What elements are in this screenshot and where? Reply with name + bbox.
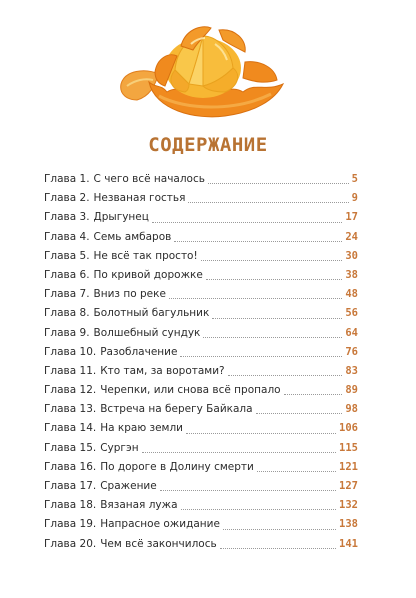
- toc-chapter-title: По дороге в Долину смерти: [100, 460, 254, 473]
- table-of-contents: [44, 170, 358, 554]
- toc-dot-leader: [203, 336, 342, 338]
- toc-entry: [44, 189, 358, 208]
- toc-entry: [44, 285, 358, 304]
- toc-page-number: 48: [345, 288, 358, 301]
- toc-chapter-number: Глава 5.: [44, 249, 90, 262]
- toc-entry: [44, 362, 358, 381]
- toc-chapter-title: Болотный багульник: [93, 307, 210, 320]
- toc-chapter-title: По кривой дорожке: [93, 268, 203, 281]
- toc-entry: [44, 496, 358, 515]
- toc-dot-leader: [174, 240, 342, 242]
- toc-entry: [44, 381, 358, 400]
- toc-page-number: 89: [345, 384, 358, 397]
- toc-page-number: 138: [339, 518, 358, 531]
- toc-entry: [44, 477, 358, 496]
- page-title: СОДЕРЖАНИЕ: [148, 134, 268, 156]
- toc-chapter-number: Глава 11.: [44, 364, 97, 377]
- toc-dot-leader: [220, 547, 336, 549]
- toc-chapter-title: С чего всё началось: [93, 173, 205, 185]
- toc-dot-leader: [206, 278, 343, 280]
- toc-chapter-number: Глава 18.: [44, 499, 97, 512]
- toc-entry: [44, 535, 358, 554]
- toc-page-number: 98: [345, 403, 358, 416]
- toc-chapter-title: Напрасное ожидание: [100, 518, 220, 531]
- toc-dot-leader: [201, 259, 343, 261]
- toc-chapter-number: Глава 13.: [44, 403, 97, 416]
- toc-chapter-title: Кто там, за воротами?: [100, 364, 225, 377]
- toc-dot-leader: [142, 451, 336, 453]
- toc-entry: [44, 439, 358, 458]
- toc-dot-leader: [212, 317, 342, 319]
- toc-dot-leader: [228, 374, 343, 376]
- toc-dot-leader: [208, 182, 349, 184]
- toc-chapter-title: Разоблачение: [100, 345, 178, 358]
- toc-chapter-number: Глава 20.: [44, 537, 97, 550]
- toc-page-number: 56: [345, 307, 358, 320]
- toc-chapter-number: Глава 14.: [44, 422, 97, 435]
- toc-chapter-number: Глава 16.: [44, 460, 97, 473]
- toc-dot-leader: [169, 297, 342, 299]
- toc-page-number: 64: [345, 326, 358, 339]
- toc-chapter-number: Глава 3.: [44, 211, 90, 224]
- toc-page-number: 38: [345, 268, 358, 281]
- toc-chapter-number: Глава 19.: [44, 518, 97, 531]
- toc-chapter-title: Не всё так просто!: [93, 249, 198, 262]
- toc-entry: [44, 170, 358, 189]
- toc-page-number: 141: [339, 537, 358, 550]
- toc-entry: [44, 400, 358, 419]
- toc-page-number: 30: [345, 249, 358, 262]
- toc-page-number: 5: [351, 173, 358, 185]
- toc-page-number: 121: [339, 460, 358, 473]
- toc-chapter-number: Глава 9.: [44, 326, 90, 339]
- toc-dot-leader: [152, 221, 342, 223]
- toc-entry: [44, 343, 358, 362]
- toc-page-number: 76: [345, 345, 358, 358]
- toc-page-number: 115: [339, 441, 358, 454]
- toc-dot-leader: [257, 470, 336, 472]
- toc-dot-leader: [160, 489, 336, 491]
- toc-page-number: 17: [345, 211, 358, 224]
- toc-chapter-title: Семь амбаров: [93, 230, 172, 243]
- toc-chapter-title: Незваная гостья: [93, 192, 186, 205]
- toc-page-number: 9: [351, 192, 358, 205]
- toc-chapter-number: Глава 10.: [44, 345, 97, 358]
- toc-chapter-title: Чем всё закончилось: [100, 537, 217, 550]
- toc-entry: [44, 247, 358, 266]
- toc-chapter-number: Глава 4.: [44, 230, 90, 243]
- toc-dot-leader: [186, 432, 336, 434]
- toc-entry: [44, 266, 358, 285]
- toc-chapter-number: Глава 8.: [44, 307, 90, 320]
- toc-chapter-title: Волшебный сундук: [93, 326, 201, 339]
- toc-entry: [44, 304, 358, 323]
- toc-chapter-title: Сургэн: [100, 441, 139, 454]
- toc-chapter-title: Вниз по реке: [93, 288, 166, 301]
- toc-entry: [44, 208, 358, 227]
- toc-chapter-title: Встреча на берегу Байкала: [100, 403, 253, 416]
- toc-chapter-title: Дрыгунец: [93, 211, 149, 224]
- peeled-tangerine-icon: [115, 22, 290, 122]
- toc-chapter-number: Глава 17.: [44, 480, 97, 492]
- toc-chapter-title: Сражение: [100, 480, 157, 492]
- toc-page-number: 106: [339, 422, 358, 435]
- toc-chapter-number: Глава 2.: [44, 192, 90, 205]
- toc-page-number: 132: [339, 499, 358, 512]
- toc-chapter-number: Глава 1.: [44, 173, 90, 185]
- toc-entry: [44, 458, 358, 477]
- toc-chapter-number: Глава 7.: [44, 288, 90, 301]
- toc-dot-leader: [180, 355, 342, 357]
- toc-chapter-title: Черепки, или снова всё пропало: [100, 384, 281, 397]
- toc-entry: [44, 419, 358, 438]
- toc-entry: [44, 228, 358, 247]
- toc-page-number: 24: [345, 230, 358, 243]
- toc-dot-leader: [181, 508, 337, 510]
- toc-dot-leader: [188, 201, 348, 203]
- toc-dot-leader: [256, 412, 343, 414]
- toc-chapter-title: Вязаная лужа: [100, 499, 178, 512]
- toc-chapter-number: Глава 6.: [44, 268, 90, 281]
- toc-page-number: 127: [339, 480, 358, 492]
- toc-entry: [44, 324, 358, 343]
- toc-dot-leader: [284, 393, 343, 395]
- toc-entry: [44, 515, 358, 534]
- toc-page-number: 83: [345, 364, 358, 377]
- toc-chapter-title: На краю земли: [100, 422, 184, 435]
- toc-chapter-number: Глава 15.: [44, 441, 97, 454]
- toc-dot-leader: [223, 528, 336, 530]
- toc-chapter-number: Глава 12.: [44, 384, 97, 397]
